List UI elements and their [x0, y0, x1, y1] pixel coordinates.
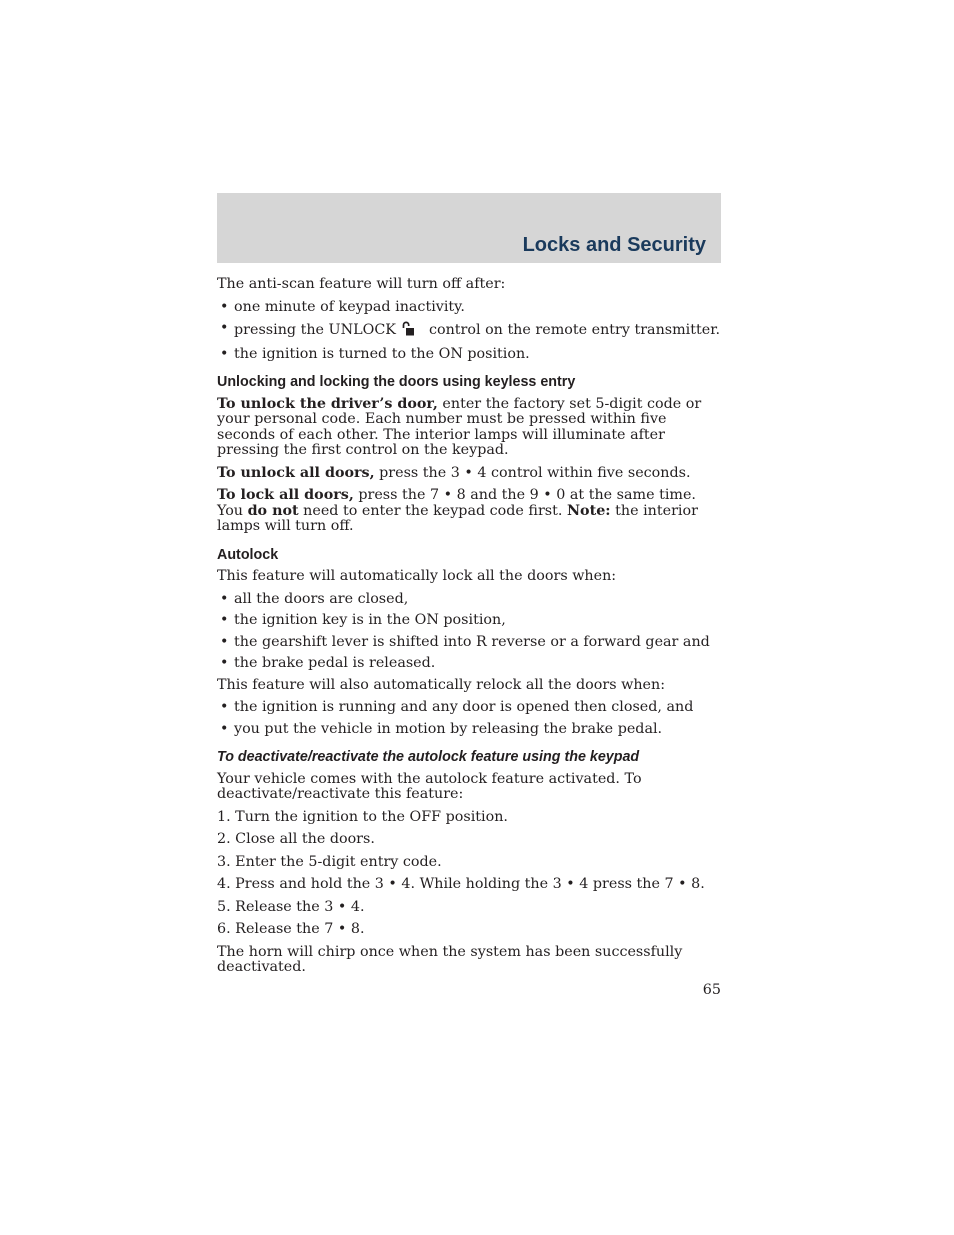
list-item: • you put the vehicle in motion by releasing the brake pedal.: [217, 722, 721, 738]
anti-scan-list: [217, 300, 721, 363]
lock-all-doors-paragraph: To lock all doors, press the 7 • 8 and the 9 • 0 at the same time. You do not need to enter the keypad code first. Note: the interior lamps will turn off.: [217, 487, 698, 534]
keyless-entry-heading: Unlocking and locking the doors using keyless entry: [217, 374, 576, 390]
page-number: 65: [702, 982, 721, 998]
list-item: • the gearshift lever is shifted into R reverse or a forward gear and: [217, 635, 721, 651]
step-item: 2. Close all the doors.: [217, 831, 375, 847]
deactivate-closing: The horn will chirp once when the system has been successfully deactivated.: [217, 943, 683, 975]
autolock-heading: Autolock: [217, 546, 279, 563]
step-item: 6. Release the 7 • 8.: [217, 921, 365, 937]
deactivate-intro: Your vehicle comes with the autolock feature activated. To deactivate/reactivate this feature:: [217, 770, 642, 802]
unlock-icon: [401, 321, 415, 341]
step-item: 5. Release the 3 • 4.: [217, 898, 365, 915]
deactivate-steps-list: [217, 810, 721, 938]
list-item-text: control on the remote entry transmitter.: [428, 322, 721, 338]
step-item: 1. Turn the ignition to the OFF position.: [217, 808, 508, 825]
page-content: [217, 277, 721, 983]
section-header-bar: [217, 193, 721, 263]
list-item: • the ignition is turned to the ON position.: [217, 347, 721, 363]
list-item: • one minute of keypad inactivity.: [217, 300, 721, 316]
autolock-intro: This feature will automatically lock all the doors when:: [217, 568, 617, 584]
list-item: • all the doors are closed,: [217, 592, 721, 608]
relock-conditions-list: [217, 700, 721, 737]
relock-intro: This feature will also automatically relock all the doors when:: [217, 676, 666, 693]
list-item: • the ignition key is in the ON position,: [217, 613, 721, 629]
step-item: 4. Press and hold the 3 • 4. While holding the 3 • 4 press the 7 • 8.: [217, 876, 705, 892]
autolock-conditions-list: [217, 592, 721, 672]
deactivate-heading: To deactivate/reactivate the autolock feature using the keypad: [217, 749, 640, 765]
list-item: • the ignition is running and any door is opened then closed, and: [217, 700, 721, 716]
section-title: Locks and Security: [522, 234, 706, 256]
list-item-text: pressing the UNLOCK: [234, 322, 396, 338]
unlock-all-doors-paragraph: To unlock all doors, press the 3 • 4 control within five seconds.: [217, 464, 691, 481]
list-item: • the brake pedal is released.: [217, 656, 721, 672]
anti-scan-intro: The anti-scan feature will turn off after:: [217, 276, 506, 292]
step-item: 3. Enter the 5-digit entry code.: [217, 853, 442, 870]
list-item: [217, 321, 721, 341]
unlock-driver-door-paragraph: To unlock the driver’s door, enter the factory set 5-digit code or your personal code. Each number must be pressed within five seconds of each other. The interior lamps will illuminate after pressing the first control on the keypad.: [217, 395, 702, 458]
